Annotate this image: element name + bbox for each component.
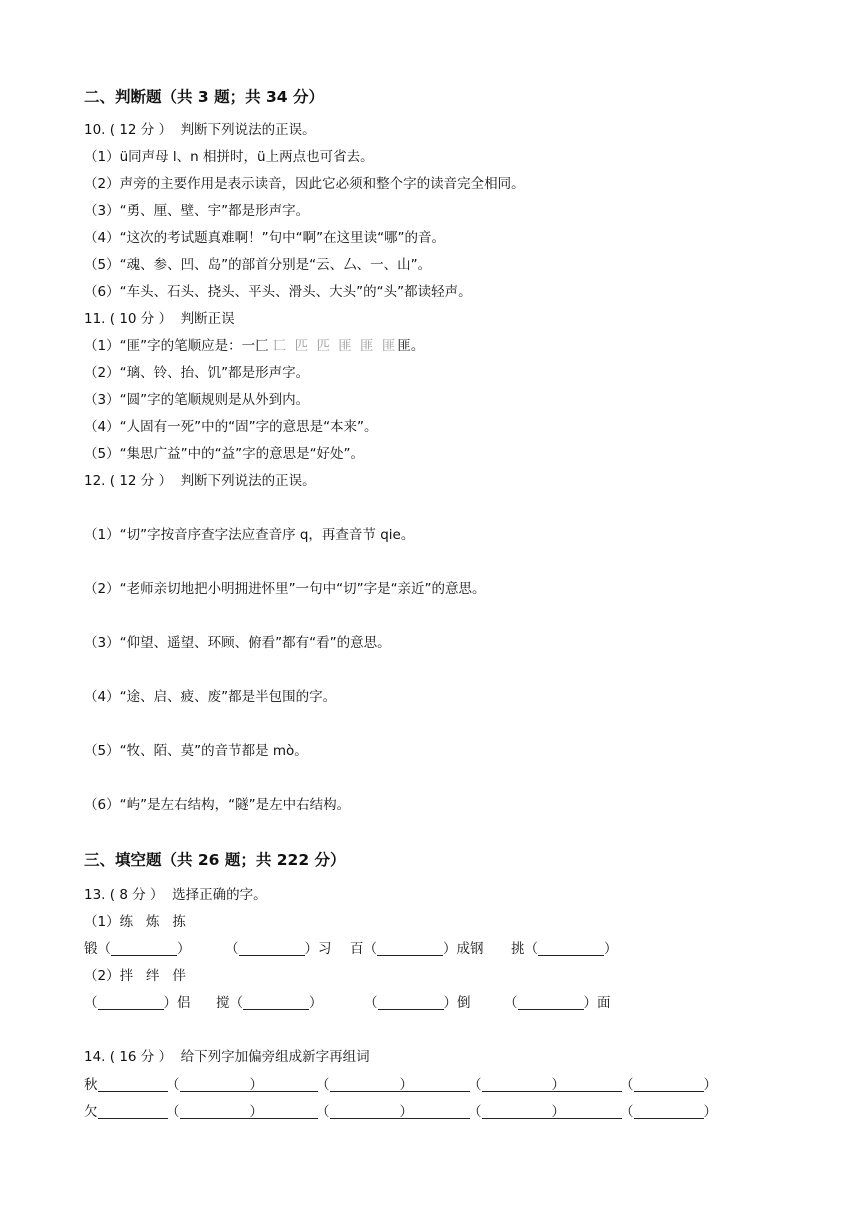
base-char: 欠 xyxy=(84,1104,98,1120)
question-11-item: （3）“圆”字的笔顺规则是从外到内。 xyxy=(84,392,310,408)
answer-blank[interactable] xyxy=(552,1104,622,1119)
char-cell xyxy=(248,1076,318,1094)
fill-cell: 搅（ ） xyxy=(216,995,323,1011)
question-12-item: （6）“屿”是左右结构，“隧”是左中右结构。 xyxy=(84,797,351,813)
answer-blank[interactable] xyxy=(111,941,177,956)
question-11-item: （5）“集思广益”中的“益”字的意思是“好处”。 xyxy=(84,446,365,462)
question-11-item xyxy=(84,337,424,355)
question-10-item: （3）“勇、厘、壁、宇”都是形声字。 xyxy=(84,203,310,219)
stroke-order-suffix: 匪。 xyxy=(397,338,425,354)
char-cell xyxy=(248,1103,318,1121)
answer-blank[interactable] xyxy=(180,1077,250,1092)
answer-blank[interactable] xyxy=(330,1104,400,1119)
section-title-fill-in: 三、填空题（共 26 题；共 222 分） xyxy=(84,851,346,869)
answer-blank[interactable] xyxy=(482,1077,552,1092)
answer-blank[interactable] xyxy=(538,941,604,956)
question-12-header: 12. ( 12 分 ） 判断下列说法的正误。 xyxy=(84,473,316,489)
fill-cell: （ ）倒 xyxy=(364,995,471,1011)
answer-blank[interactable] xyxy=(377,941,443,956)
word-cell: （ ） xyxy=(166,1104,263,1120)
base-char-cell xyxy=(84,1076,168,1094)
question-12-item: （1）“切”字按音序查字法应查音序 q，再查音节 qie。 xyxy=(84,527,415,543)
question-10-item: （6）“车头、石头、挠头、平头、滑头、大头”的“头”都读轻声。 xyxy=(84,284,472,300)
answer-blank[interactable] xyxy=(98,1077,168,1092)
question-11-item: （4）“人固有一死”中的“固”字的意思是“本来”。 xyxy=(84,419,378,435)
word-cell: （ ） xyxy=(468,1077,565,1093)
question-10-header: 10. ( 12 分 ） 判断下列说法的正误。 xyxy=(84,122,316,138)
fill-cell: （ ）面 xyxy=(504,995,611,1011)
answer-blank[interactable] xyxy=(378,995,444,1010)
answer-blank[interactable] xyxy=(98,1104,168,1119)
answer-blank[interactable] xyxy=(518,995,584,1010)
section-title-judgment: 二、判断题（共 3 题；共 34 分） xyxy=(84,88,324,106)
question-13-group1-label: （1）练 炼 拣 xyxy=(84,914,186,930)
question-11-header: 11. ( 10 分 ） 判断正误 xyxy=(84,311,235,327)
word-cell: （ ） xyxy=(316,1104,413,1120)
answer-blank[interactable] xyxy=(482,1104,552,1119)
question-12-item: （5）“牧、陌、莫”的音节都是 mò。 xyxy=(84,743,308,759)
fill-cell: （ ）侣 xyxy=(84,995,191,1011)
stroke-order-image: 匸 匹 匹 匪 匪 匪 xyxy=(272,338,398,354)
answer-blank[interactable] xyxy=(330,1077,400,1092)
question-10-item: （5）“魂、参、凹、岛”的部首分别是“云、厶、一、山”。 xyxy=(84,257,432,273)
fill-cell: 挑（ ） xyxy=(511,941,618,957)
char-cell xyxy=(400,1076,470,1094)
word-cell: （ ） xyxy=(620,1077,717,1093)
char-cell xyxy=(552,1103,622,1121)
fill-cell: 锻（ ） xyxy=(84,941,191,957)
word-cell: （ ） xyxy=(620,1104,717,1120)
base-char: 秋 xyxy=(84,1077,98,1093)
question-13-header: 13. ( 8 分 ） 选择正确的字。 xyxy=(84,887,267,903)
char-cell xyxy=(400,1103,470,1121)
answer-blank[interactable] xyxy=(180,1104,250,1119)
answer-blank[interactable] xyxy=(400,1077,470,1092)
answer-blank[interactable] xyxy=(400,1104,470,1119)
question-13-group2-label: （2）拌 绊 伴 xyxy=(84,968,186,984)
word-cell: （ ） xyxy=(316,1077,413,1093)
question-12-item: （4）“途、启、疲、废”都是半包围的字。 xyxy=(84,689,337,705)
question-10-item: （2）声旁的主要作用是表示读音，因此它必须和整个字的读音完全相同。 xyxy=(84,176,525,192)
question-14-header: 14. ( 16 分 ） 给下列字加偏旁组成新字再组词 xyxy=(84,1049,370,1065)
question-12-item: （3）“仰望、遥望、环顾、俯看”都有“看”的意思。 xyxy=(84,635,391,651)
answer-blank[interactable] xyxy=(243,995,309,1010)
word-cell: （ ） xyxy=(166,1077,263,1093)
question-10-item: （1）ü同声母 l、n 相拼时，ü上两点也可省去。 xyxy=(84,149,374,165)
question-11-item: （2）“璃、铃、抬、饥”都是形声字。 xyxy=(84,365,310,381)
answer-blank[interactable] xyxy=(239,941,305,956)
char-cell xyxy=(552,1076,622,1094)
word-cell: （ ） xyxy=(468,1104,565,1120)
answer-blank[interactable] xyxy=(552,1077,622,1092)
answer-blank[interactable] xyxy=(98,995,164,1010)
fill-cell: （ ）习 xyxy=(225,941,332,957)
answer-blank[interactable] xyxy=(634,1104,704,1119)
stroke-order-prefix: （1）“匪”字的笔顺应是：一匚 xyxy=(84,338,269,354)
question-10-item: （4）“这次的考试题真难啊！”句中“啊”在这里读“哪”的音。 xyxy=(84,230,446,246)
question-12-item: （2）“老师亲切地把小明拥进怀里”一句中“切”字是“亲近”的意思。 xyxy=(84,581,486,597)
answer-blank[interactable] xyxy=(634,1077,704,1092)
answer-blank[interactable] xyxy=(248,1104,318,1119)
answer-blank[interactable] xyxy=(248,1077,318,1092)
base-char-cell xyxy=(84,1103,168,1121)
fill-cell: 百（ ）成钢 xyxy=(350,941,484,957)
